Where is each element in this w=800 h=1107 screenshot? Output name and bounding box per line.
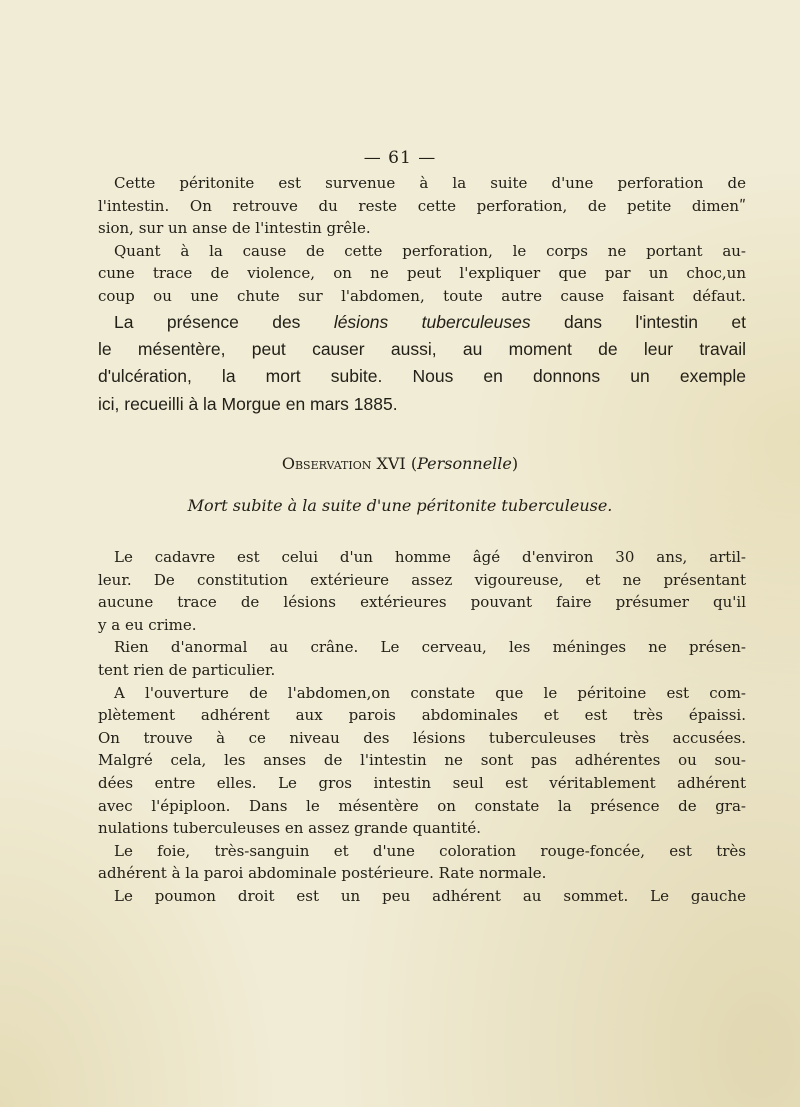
text-line: dées entre elles. Le gros intestin seul est véritablement adhérent — [98, 773, 746, 792]
text-line: Cette péritonite est survenue à la suite d'une perforation de — [114, 174, 746, 192]
text-line: Rien d'anormal au crâne. Le cerveau, les méninges ne présen- — [114, 638, 746, 657]
text-line: leur. De constitution extérieure assez vigoureuse, et ne présentant — [98, 570, 746, 589]
page-number: — 61 — — [363, 148, 437, 168]
text-line: Le poumon droit est un peu adhérent au sommet. Le gauche — [114, 886, 746, 905]
text-line: adhérent à la paroi abdominale postérieure. Rate normale. — [98, 864, 547, 883]
text-line: A l'ouverture de l'abdomen,on constate que le péritoine est com- — [114, 683, 746, 702]
text-line: Malgré cela, les anses de l'intestin ne sont pas adhérentes ou sou- — [98, 751, 746, 770]
text-line: sion, sur un anse de l'intestin grêle. — [98, 219, 371, 238]
text-line: Le foie, très-sanguin et d'une coloration rouge-foncée, est très — [114, 841, 746, 860]
text-line: aucune trace de lésions extérieures pouvant faire présumer qu'il — [98, 593, 746, 612]
intro-paragraph — [98, 172, 746, 308]
text-line: avec l'épiploon. Dans le mésentère on constate la présence de gra- — [98, 796, 746, 815]
text-line: La présence des lésions tuberculeuses dans l'intestin et — [114, 312, 746, 332]
text-line: ici, recueilli à la Morgue en mars 1885. — [98, 393, 398, 414]
text-line: le mésentère, peut causer aussi, au moment de leur travail — [98, 339, 746, 360]
text-line: plètement adhérent aux parois abdominales et est très épaissi. — [98, 706, 746, 725]
text-line: Quant à la cause de cette perforation, le corps ne portant au- — [114, 241, 746, 260]
observation-body — [98, 546, 746, 908]
transition-paragraph — [98, 309, 746, 418]
text-line: y a eu crime. — [98, 615, 197, 634]
observation-subtitle: Mort subite à la suite d'une péritonite tuberculeuse. — [187, 496, 613, 515]
text-line: cune trace de violence, on ne peut l'expliquer que par un choc,un — [98, 264, 746, 283]
text-line: tent rien de particulier. — [98, 660, 276, 679]
text-line: nulations tuberculeuses en assez grande quantité. — [98, 819, 481, 838]
text-line: Le cadavre est celui d'un homme âgé d'environ 30 ans, artil- — [114, 548, 746, 566]
observation-title: Observation XVI (Personnelle) — [281, 454, 519, 473]
text-line: On trouve à ce niveau des lésions tuberculeuses très accusées. — [98, 728, 746, 747]
text-line: d'ulcération, la mort subite. Nous en donnons un exemple — [98, 366, 746, 387]
text-line: l'intestin. On retrouve du reste cette perforation, de petite dimenʺ — [98, 196, 746, 215]
text-line: coup ou une chute sur l'abdomen, toute autre cause faisant défaut. — [98, 286, 746, 305]
